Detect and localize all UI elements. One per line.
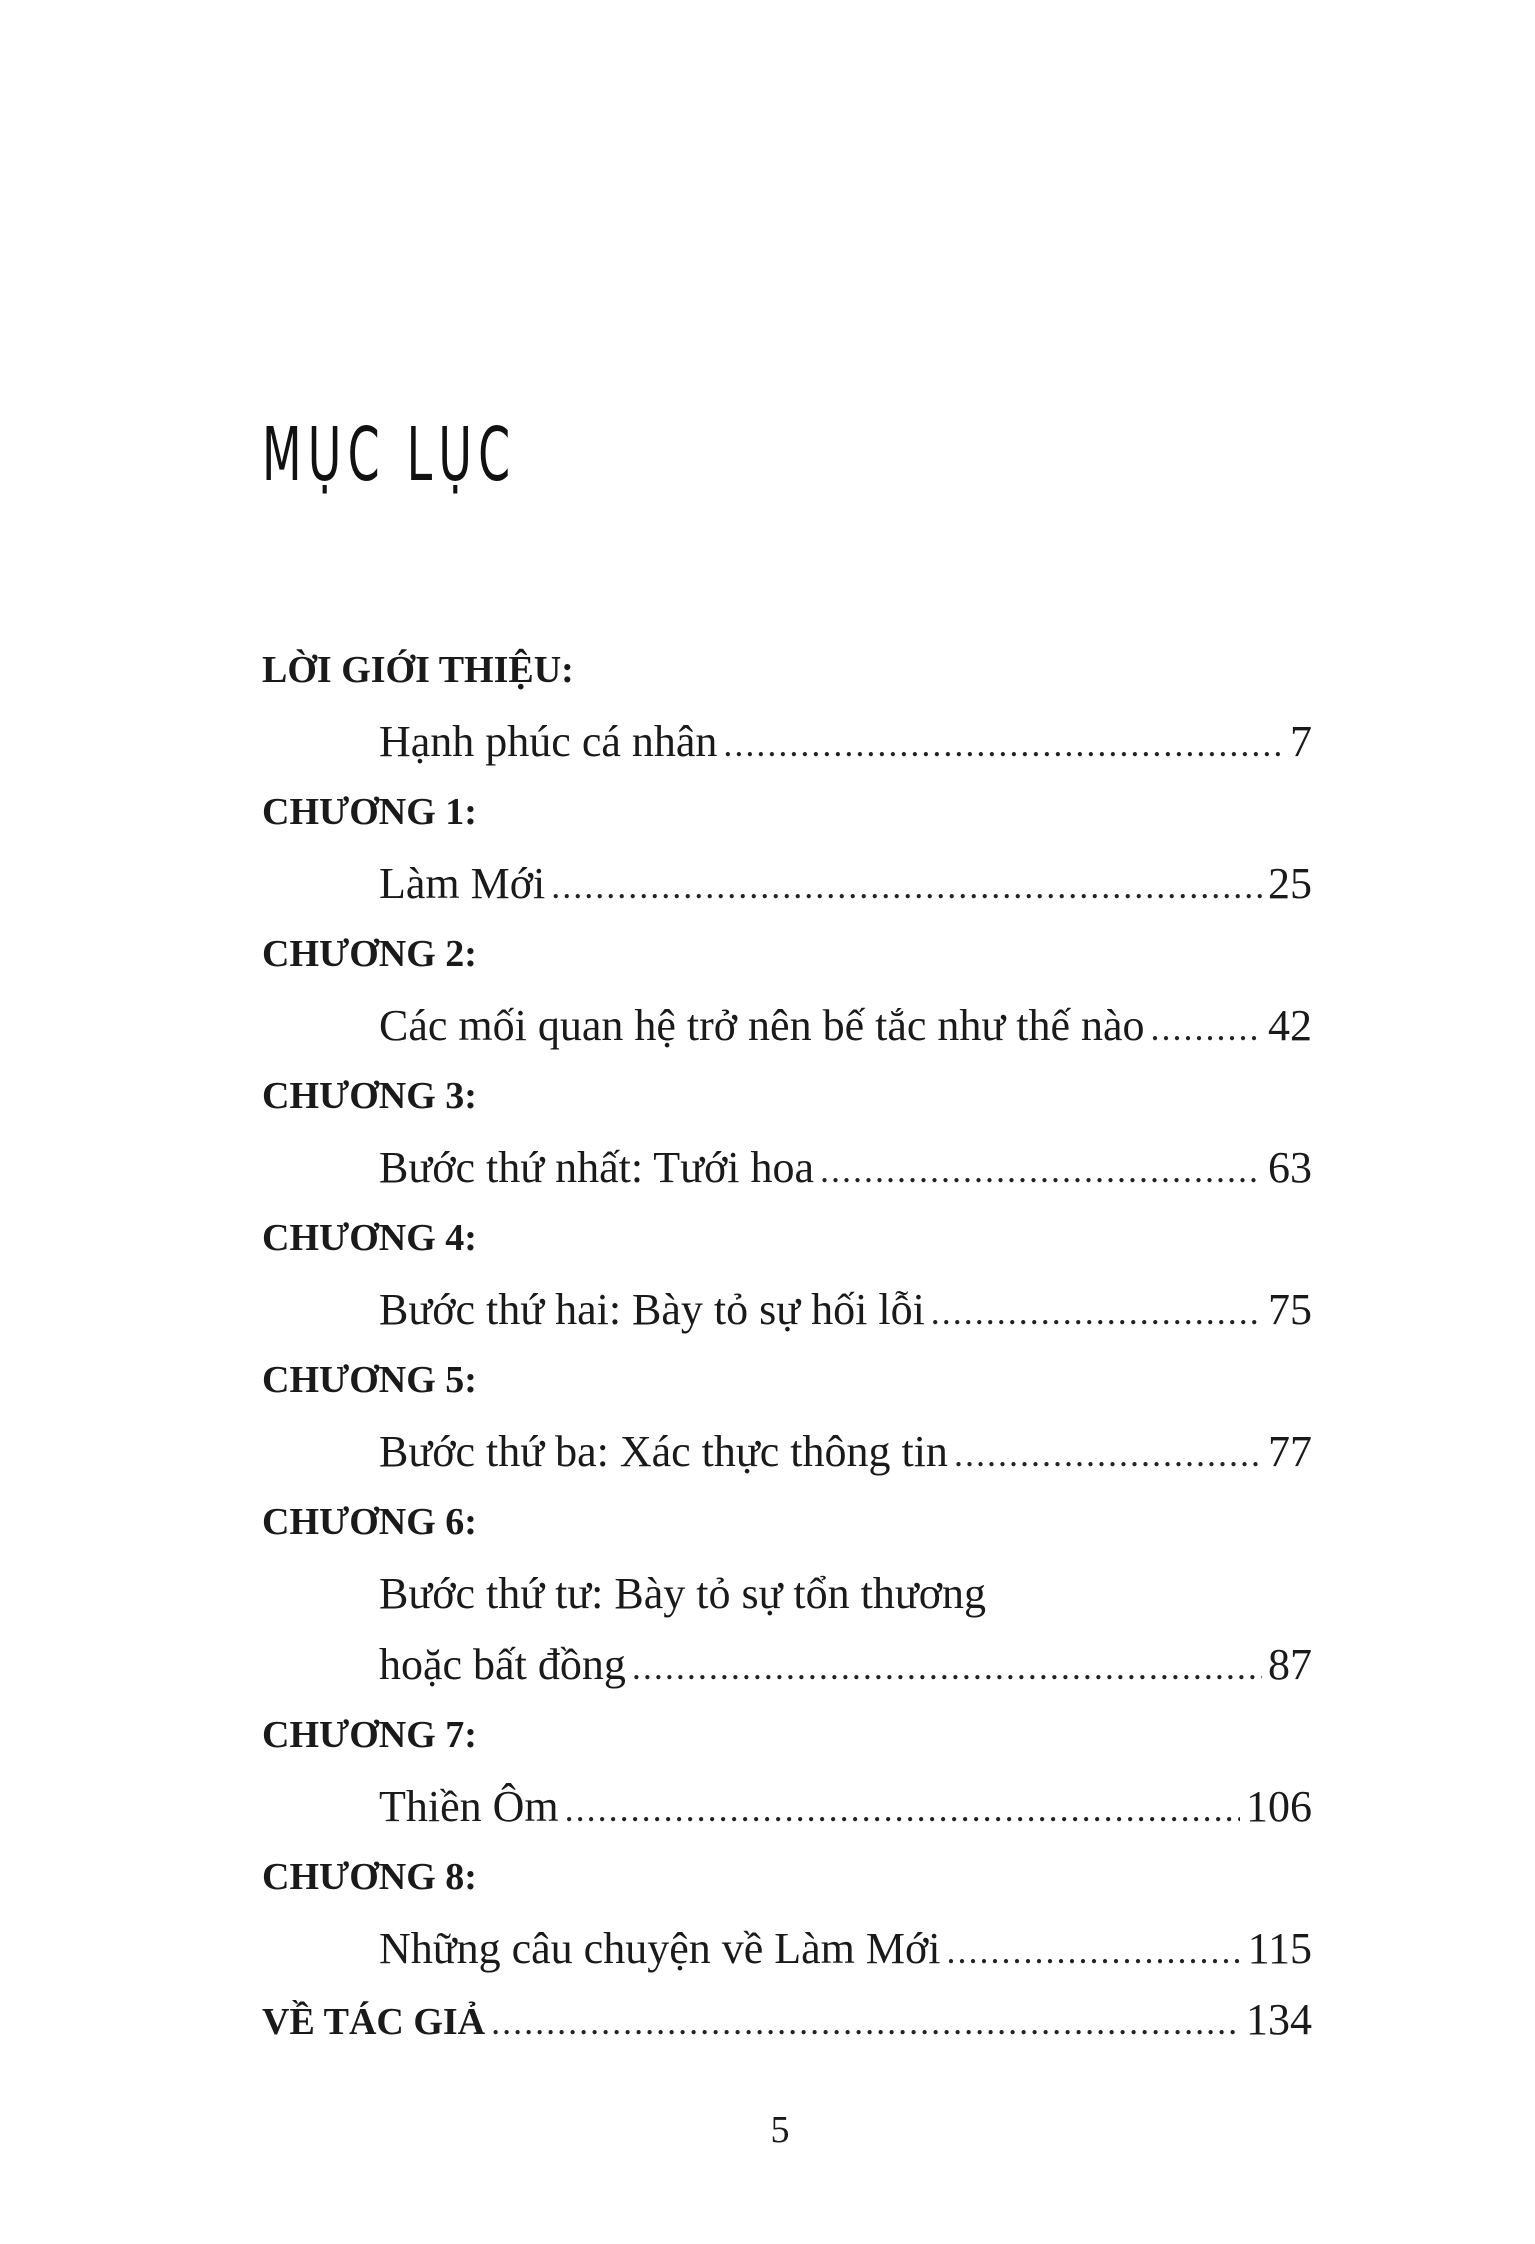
toc-entry-title: VỀ TÁC GIẢ <box>262 2001 486 2043</box>
toc-entry-title: Bước thứ hai: Bày tỏ sự hối lỗi <box>379 1285 925 1334</box>
toc-entry-chapter-6[interactable] <box>262 1629 1312 1700</box>
toc-entry-chapter-3[interactable] <box>262 1132 1312 1203</box>
dot-leader <box>565 1774 1240 1845</box>
toc-page-number: 63 <box>1268 1143 1312 1192</box>
toc-heading-chapter-2: CHƯƠNG 2: <box>262 933 477 975</box>
toc-heading-chapter-7: CHƯƠNG 7: <box>262 1714 477 1756</box>
dot-leader <box>723 709 1284 780</box>
dot-leader <box>947 1916 1242 1987</box>
toc-entry-title: Những câu chuyện về Làm Mới <box>379 1924 941 1973</box>
table-of-contents <box>262 635 1312 2055</box>
page-number-footer: 5 <box>770 2109 790 2151</box>
toc-page-number: 42 <box>1268 1001 1312 1050</box>
toc-heading-chapter-5: CHƯƠNG 5: <box>262 1359 477 1401</box>
toc-heading-introduction: LỜI GIỚI THIỆU: <box>262 649 574 691</box>
toc-page-number: 7 <box>1290 717 1312 766</box>
toc-entry-chapter-8[interactable] <box>262 1913 1312 1984</box>
toc-page-number: 25 <box>1268 859 1312 908</box>
dot-leader <box>1151 993 1262 1064</box>
toc-heading-chapter-1: CHƯƠNG 1: <box>262 791 477 833</box>
toc-entry-title: Làm Mới <box>379 859 546 908</box>
toc-entry-title: Hạnh phúc cá nhân <box>379 717 718 766</box>
dot-leader <box>820 1135 1262 1206</box>
toc-heading-chapter-4: CHƯƠNG 4: <box>262 1217 477 1259</box>
toc-heading-chapter-3: CHƯƠNG 3: <box>262 1075 477 1117</box>
toc-heading-chapter-8: CHƯƠNG 8: <box>262 1856 477 1898</box>
toc-entry-chapter-7[interactable] <box>262 1771 1312 1842</box>
toc-entry-title-line-1[interactable]: Bước thứ tư: Bày tỏ sự tổn thương <box>379 1569 986 1618</box>
dot-leader <box>551 851 1262 922</box>
toc-entry-about-author[interactable] <box>262 1984 1312 2055</box>
toc-entry-title: Thiền Ôm <box>379 1782 559 1831</box>
dot-leader <box>931 1277 1262 1348</box>
toc-entry-title: Các mối quan hệ trở nên bế tắc như thế nào <box>379 1001 1145 1050</box>
toc-entry-chapter-5[interactable] <box>262 1416 1312 1487</box>
toc-page-number: 134 <box>1246 1995 1312 2044</box>
toc-page-number: 115 <box>1247 1924 1312 1973</box>
toc-page-number: 77 <box>1268 1427 1312 1476</box>
page-title: MỤC LỤC <box>262 412 517 498</box>
toc-page-number: 87 <box>1268 1640 1312 1689</box>
dot-leader <box>954 1419 1262 1490</box>
toc-entry-chapter-4[interactable] <box>262 1274 1312 1345</box>
toc-page-number: 75 <box>1268 1285 1312 1334</box>
toc-entry-chapter-2[interactable] <box>262 990 1312 1061</box>
toc-heading-chapter-6: CHƯƠNG 6: <box>262 1501 477 1543</box>
toc-entry-title: Bước thứ ba: Xác thực thông tin <box>379 1427 948 1476</box>
dot-leader <box>632 1632 1262 1703</box>
toc-entry-chapter-1[interactable] <box>262 848 1312 919</box>
toc-page-number: 106 <box>1246 1782 1312 1831</box>
dot-leader <box>491 1987 1240 2058</box>
toc-entry-title: hoặc bất đồng <box>379 1640 626 1689</box>
toc-entry-introduction[interactable] <box>262 706 1312 777</box>
toc-entry-title: Bước thứ nhất: Tưới hoa <box>379 1143 814 1192</box>
